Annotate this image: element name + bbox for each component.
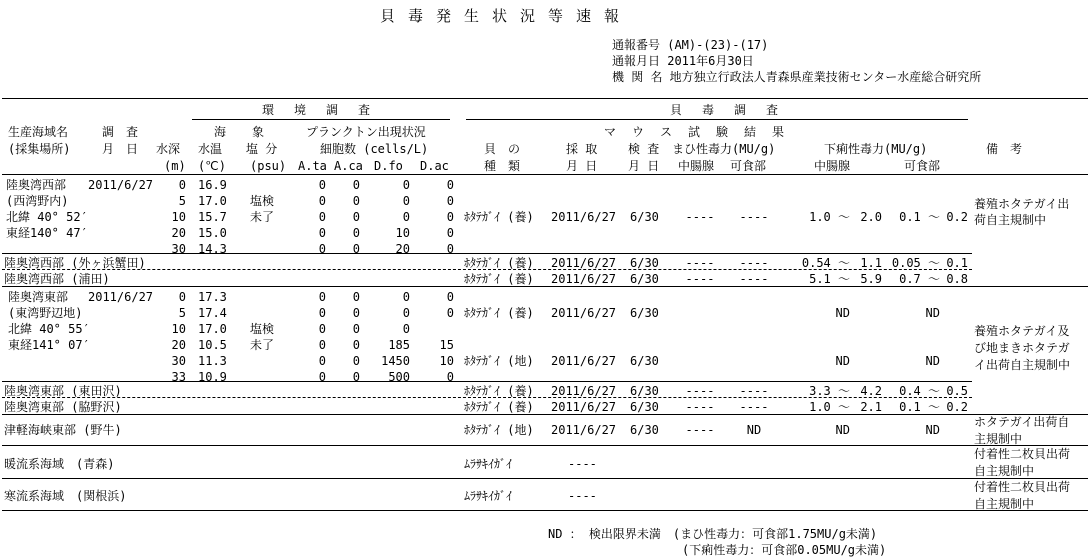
toxin-shell: ﾎﾀﾃｶﾞｲ (養) xyxy=(464,256,534,270)
env-dfo: 500 xyxy=(388,370,410,384)
env-temp: 17.4 xyxy=(198,306,227,320)
toxin-dsp-edible: 0.1 ～ xyxy=(899,210,940,224)
env-ata: 0 xyxy=(318,354,326,368)
toxin-shell: ﾎﾀﾃｶﾞｲ (地) xyxy=(464,423,534,437)
header-bottom-rule xyxy=(2,174,1088,175)
col-date-h2: 月 日 xyxy=(102,142,139,156)
env-depth: 0 xyxy=(178,290,186,304)
remark-line: イ出荷自主規制中 xyxy=(974,358,1071,372)
env-dfo: 0 xyxy=(402,210,410,224)
env-aca: 0 xyxy=(352,306,360,320)
env-aca: 0 xyxy=(352,210,360,224)
env-dfo: 0 xyxy=(402,322,410,336)
separator xyxy=(2,397,972,398)
env-dac: 0 xyxy=(446,370,454,384)
env-depth: 20 xyxy=(171,338,186,352)
col-inspect-h2: 月 日 xyxy=(628,159,660,173)
env-dac: 10 xyxy=(439,354,454,368)
toxin-psp-edible: ---- xyxy=(739,210,769,224)
env-temp: 10.9 xyxy=(198,370,227,384)
separator xyxy=(2,286,1088,287)
env-ata: 0 xyxy=(318,242,326,256)
toxin-sample-date: 2011/6/27 xyxy=(551,354,617,368)
col-inspect-h1: 検 査 xyxy=(628,142,660,156)
remark-line: 養殖ホタテガイ及 xyxy=(974,324,1070,338)
toxin-sample-date: 2011/6/27 xyxy=(551,423,617,437)
toxin-dsp-edible: ND xyxy=(925,423,940,437)
env-depth: 30 xyxy=(171,242,186,256)
remark-line: 主規制中 xyxy=(974,432,1023,446)
col-temp-h2: (℃) xyxy=(198,159,226,173)
toxin-area: 寒流系海域 (関根浜) xyxy=(4,489,127,503)
toxin-shell: ﾎﾀﾃｶﾞｲ (養) xyxy=(464,272,534,286)
toxin-psp-mid: ---- xyxy=(685,384,715,398)
toxin-dsp-mid-max: 2.1 xyxy=(860,400,882,414)
env-ata: 0 xyxy=(318,178,326,192)
col-dac-h: D.ac xyxy=(420,159,449,173)
toxin-area: 陸奥湾東部 (脇野沢) xyxy=(4,400,122,414)
col-shell-h1: 貝 の xyxy=(484,142,521,156)
env-salinity: 塩検 xyxy=(250,322,275,336)
toxin-area: 津軽海峡東部 (野牛) xyxy=(4,423,122,437)
toxin-psp-edible: ---- xyxy=(739,400,769,414)
toxin-dsp-mid: 1.0 ～ xyxy=(809,210,850,224)
col-ocean-h1: 海 xyxy=(214,125,227,139)
env-aca: 0 xyxy=(352,178,360,192)
env-dac: 0 xyxy=(446,194,454,208)
toxin-sample-date: 2011/6/27 xyxy=(551,306,617,320)
env-temp: 11.3 xyxy=(198,354,227,368)
env-depth: 30 xyxy=(171,354,186,368)
env-temp: 16.9 xyxy=(198,178,227,192)
toxin-dsp-mid: ND xyxy=(835,306,850,320)
remark-line: 自主規制中 xyxy=(974,464,1035,478)
env-aca: 0 xyxy=(352,338,360,352)
toxin-dsp-edible: 0.4 ～ xyxy=(899,384,940,398)
toxin-psp-mid: ---- xyxy=(685,210,715,224)
env-dac: 0 xyxy=(446,290,454,304)
env-area: 北緯 40° 52′ xyxy=(6,210,88,224)
toxin-sample-date: 2011/6/27 xyxy=(551,400,617,414)
remark-line: 荷自主規制中 xyxy=(974,213,1047,227)
toxin-area: 陸奥湾西部 (外ヶ浜蟹田) xyxy=(4,256,146,270)
toxin-dsp-mid-max: 1.1 xyxy=(860,256,882,270)
env-salinity: 未了 xyxy=(250,338,275,352)
toxin-psp-mid: ---- xyxy=(685,400,715,414)
toxin-psp-mid: ---- xyxy=(685,423,715,437)
col-dsp-edible-h: 可食部 xyxy=(904,159,941,173)
env-dac: 0 xyxy=(446,178,454,192)
toxin-psp-mid: ---- xyxy=(685,256,715,270)
report-date: 通報月日 2011年6月30日 xyxy=(612,54,754,68)
toxin-dsp-mid: 5.1 ～ xyxy=(809,272,850,286)
env-underline xyxy=(192,119,450,120)
separator xyxy=(2,478,1088,479)
env-aca: 0 xyxy=(352,370,360,384)
env-ata: 0 xyxy=(318,306,326,320)
report-agency: 機 関 名 地方独立行政法人青森県産業技術センター水産総合研究所 xyxy=(612,70,982,84)
col-temp-h1: 水温 xyxy=(198,142,223,156)
toxin-psp-edible: ---- xyxy=(739,272,769,286)
env-salinity: 未了 xyxy=(250,210,275,224)
env-aca: 0 xyxy=(352,194,360,208)
col-date-h1: 調 査 xyxy=(102,125,139,139)
env-temp: 10.5 xyxy=(198,338,227,352)
toxin-shell: ﾎﾀﾃｶﾞｲ (養) xyxy=(464,384,534,398)
toxin-shell: ﾎﾀﾃｶﾞｲ (養) xyxy=(464,210,534,224)
toxin-shell: ﾑﾗｻｷｲｶﾞｲ xyxy=(464,489,513,503)
toxin-psp-edible: ---- xyxy=(739,256,769,270)
env-depth: 5 xyxy=(178,306,186,320)
env-ata: 0 xyxy=(318,290,326,304)
env-depth: 10 xyxy=(171,322,186,336)
env-aca: 0 xyxy=(352,242,360,256)
col-cells-h: 細胞数 (cells/L) xyxy=(320,142,429,156)
env-dfo: 0 xyxy=(402,290,410,304)
env-dfo: 0 xyxy=(402,178,410,192)
report-title: 貝毒発生状況等速報 xyxy=(380,7,633,25)
col-sample-h1: 採 取 xyxy=(566,142,598,156)
toxin-sample-date: ---- xyxy=(568,489,597,503)
env-survey-header: 環 境 調 査 xyxy=(262,103,375,117)
toxin-shell: ﾎﾀﾃｶﾞｲ (養) xyxy=(464,306,534,320)
toxin-sample-date: 2011/6/27 xyxy=(551,256,617,270)
col-psp-mid-h: 中腸腺 xyxy=(678,159,715,173)
env-dfo: 20 xyxy=(395,242,410,256)
col-psp-h: まひ性毒力(MU/g) xyxy=(672,142,776,156)
footnote-line1: ND ： 検出限界未満 (まひ性毒力：可食部1.75MU/g未満) xyxy=(548,527,878,541)
env-depth: 5 xyxy=(178,194,186,208)
toxin-dsp-edible-max: 0.1 xyxy=(946,256,968,270)
toxin-dsp-edible: ND xyxy=(925,306,940,320)
env-ata: 0 xyxy=(318,194,326,208)
table-bottom-rule xyxy=(2,510,1088,511)
col-remarks-h: 備 考 xyxy=(986,142,1023,156)
toxin-dsp-mid-max: 4.2 xyxy=(860,384,882,398)
toxin-underline xyxy=(466,119,968,120)
col-dsp-h: 下痢性毒力(MU/g) xyxy=(824,142,928,156)
toxin-dsp-mid: ND xyxy=(835,423,850,437)
env-area: 陸奥湾東部 xyxy=(8,290,69,304)
env-ata: 0 xyxy=(318,370,326,384)
toxin-psp-edible: ---- xyxy=(739,384,769,398)
env-depth: 33 xyxy=(171,370,186,384)
toxin-inspect-date: 6/30 xyxy=(630,384,659,398)
col-psp-edible-h: 可食部 xyxy=(730,159,767,173)
env-ata: 0 xyxy=(318,210,326,224)
remark-line: 付着性二枚貝出荷 xyxy=(974,480,1071,494)
env-aca: 0 xyxy=(352,322,360,336)
toxin-dsp-edible-max: 0.8 xyxy=(946,272,968,286)
toxin-dsp-edible-max: 0.2 xyxy=(946,400,968,414)
env-date: 2011/6/27 xyxy=(88,178,154,192)
env-ata: 0 xyxy=(318,226,326,240)
env-dfo: 0 xyxy=(402,194,410,208)
env-depth: 10 xyxy=(171,210,186,224)
env-dac: 0 xyxy=(446,210,454,224)
env-area: 陸奥湾西部 xyxy=(6,178,67,192)
env-temp: 15.0 xyxy=(198,226,227,240)
toxin-inspect-date: 6/30 xyxy=(630,423,659,437)
env-dac: 0 xyxy=(446,242,454,256)
env-date: 2011/6/27 xyxy=(88,290,154,304)
col-area-h2: (採集場所) xyxy=(8,142,71,156)
env-temp: 17.0 xyxy=(198,194,227,208)
toxin-dsp-mid: 3.3 ～ xyxy=(809,384,850,398)
remark-line: 自主規制中 xyxy=(974,497,1035,511)
toxin-inspect-date: 6/30 xyxy=(630,210,659,224)
col-aca-h: A.ca xyxy=(334,159,363,173)
toxin-survey-header: 貝 毒 調 査 xyxy=(670,103,783,117)
env-area: (東湾野辺地) xyxy=(8,306,83,320)
toxin-inspect-date: 6/30 xyxy=(630,354,659,368)
env-area: 東経141° 07′ xyxy=(8,338,90,352)
col-sal-h1: 塩 分 xyxy=(246,142,278,156)
toxin-dsp-edible: 0.05 ～ xyxy=(891,256,940,270)
remark-line: ホタテガイ出荷自 xyxy=(974,415,1070,429)
env-temp: 14.3 xyxy=(198,242,227,256)
env-ata: 0 xyxy=(318,322,326,336)
env-temp: 15.7 xyxy=(198,210,227,224)
toxin-inspect-date: 6/30 xyxy=(630,256,659,270)
env-area: (西湾野内) xyxy=(6,194,69,208)
env-dac: 0 xyxy=(446,226,454,240)
toxin-shell: ﾑﾗｻｷｲｶﾞｲ xyxy=(464,457,513,471)
env-area: 北緯 40° 55′ xyxy=(8,322,90,336)
toxin-area: 陸奥湾西部 (浦田) xyxy=(4,272,110,286)
remark-line: 養殖ホタテガイ出 xyxy=(974,197,1070,211)
env-aca: 0 xyxy=(352,354,360,368)
col-depth-h2: (m) xyxy=(164,159,186,173)
toxin-dsp-edible: ND xyxy=(925,354,940,368)
toxin-shell: ﾎﾀﾃｶﾞｲ (地) xyxy=(464,354,534,368)
toxin-dsp-mid: ND xyxy=(835,354,850,368)
separator xyxy=(2,253,972,254)
toxin-dsp-mid-max: 5.9 xyxy=(860,272,882,286)
env-salinity: 塩検 xyxy=(250,194,275,208)
col-mouse-h: マ ウ ス 試 験 結 果 xyxy=(604,125,787,139)
env-aca: 0 xyxy=(352,290,360,304)
col-depth-h1: 水深 xyxy=(156,142,181,156)
env-dfo: 1450 xyxy=(381,354,410,368)
toxin-dsp-mid: 1.0 ～ xyxy=(809,400,850,414)
env-depth: 20 xyxy=(171,226,186,240)
toxin-inspect-date: 6/30 xyxy=(630,306,659,320)
toxin-dsp-edible: 0.1 ～ xyxy=(899,400,940,414)
env-dfo: 185 xyxy=(388,338,410,352)
col-plankton-h: プランクトン出現状況 xyxy=(306,125,426,139)
toxin-psp-edible: ND xyxy=(746,423,762,437)
env-aca: 0 xyxy=(352,226,360,240)
table-top-rule xyxy=(2,98,1088,99)
toxin-sample-date: 2011/6/27 xyxy=(551,210,617,224)
col-dsp-mid-h: 中腸腺 xyxy=(814,159,851,173)
separator xyxy=(2,414,1088,415)
toxin-inspect-date: 6/30 xyxy=(630,272,659,286)
separator xyxy=(2,381,972,382)
toxin-sample-date: 2011/6/27 xyxy=(551,272,617,286)
toxin-area: 陸奥湾東部 (東田沢) xyxy=(4,384,122,398)
env-depth: 0 xyxy=(178,178,186,192)
env-temp: 17.3 xyxy=(198,290,227,304)
toxin-dsp-mid-max: 2.0 xyxy=(860,210,882,224)
remark-line: び地まきホタテガ xyxy=(974,341,1070,355)
toxin-psp-mid: ---- xyxy=(685,272,715,286)
col-shell-h2: 種 類 xyxy=(484,159,521,173)
col-sal-h2: (psu) xyxy=(250,159,287,173)
toxin-sample-date: ---- xyxy=(568,457,597,471)
toxin-area: 暖流系海域 (青森) xyxy=(4,457,115,471)
env-dac: 0 xyxy=(446,306,454,320)
toxin-dsp-edible-max: 0.2 xyxy=(946,210,968,224)
env-dfo: 0 xyxy=(402,306,410,320)
col-phenom-h1: 象 xyxy=(252,125,265,139)
toxin-dsp-edible: 0.7 ～ xyxy=(899,272,940,286)
separator xyxy=(2,269,972,270)
env-dfo: 10 xyxy=(395,226,410,240)
env-area: 東経140° 47′ xyxy=(6,226,88,240)
toxin-shell: ﾎﾀﾃｶﾞｲ (養) xyxy=(464,400,534,414)
toxin-dsp-mid: 0.54 ～ xyxy=(801,256,850,270)
env-temp: 17.0 xyxy=(198,322,227,336)
env-dac: 15 xyxy=(439,338,454,352)
footnote-line2: (下痢性毒力：可食部0.05MU/g未満) xyxy=(682,543,887,557)
report-number: 通報番号 (AM)-(23)-(17) xyxy=(612,38,769,52)
col-ata-h: A.ta xyxy=(298,159,327,173)
col-area-h1: 生産海域名 xyxy=(8,125,69,139)
col-sample-h2: 月 日 xyxy=(566,159,598,173)
remark-line: 付着性二枚貝出荷 xyxy=(974,447,1071,461)
toxin-sample-date: 2011/6/27 xyxy=(551,384,617,398)
toxin-inspect-date: 6/30 xyxy=(630,400,659,414)
col-dfo-h: D.fo xyxy=(374,159,403,173)
toxin-dsp-edible-max: 0.5 xyxy=(946,384,968,398)
separator xyxy=(2,445,1088,446)
env-ata: 0 xyxy=(318,338,326,352)
